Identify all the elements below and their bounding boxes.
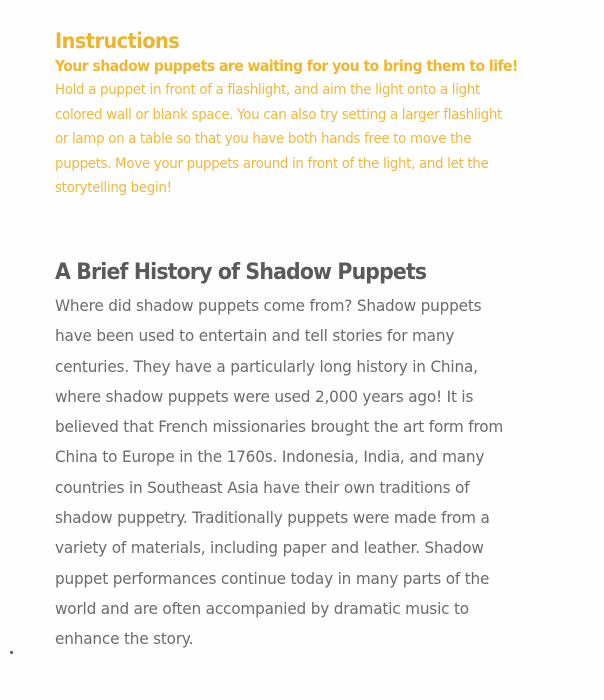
scan-speck: [10, 651, 13, 654]
history-line: enhance the story.: [55, 629, 194, 649]
history-section: [55, 258, 565, 655]
history-line: variety of materials, including paper and leather. Shadow: [55, 538, 484, 558]
history-line: where shadow puppets were used 2,000 years ago! It is: [55, 386, 474, 406]
instructions-section: [55, 28, 555, 201]
history-line: have been used to entertain and tell stories for many: [55, 326, 455, 346]
instructions-line: colored wall or blank space. You can also try setting a larger flashlight: [55, 106, 502, 123]
instructions-line: Hold a puppet in front of a flashlight, and aim the light onto a light: [55, 82, 480, 98]
history-line: believed that French missionaries brought the art form from: [55, 417, 504, 437]
history-line: world and are often accompanied by dramatic music to: [55, 598, 469, 618]
history-line: shadow puppetry. Traditionally puppets were made from a: [55, 508, 490, 528]
history-line: Where did shadow puppets come from? Shadow puppets: [55, 296, 482, 315]
instructions-paragraph: [55, 78, 555, 201]
history-heading: A Brief History of Shadow Puppets: [55, 260, 427, 285]
instructions-line: storytelling begin!: [55, 180, 172, 197]
instructions-heading: Instructions: [55, 29, 180, 53]
instructions-line: puppets. Move your puppets around in front of the light, and let the: [55, 155, 489, 172]
history-line: centuries. They have a particularly long history in China,: [55, 356, 478, 376]
instructions-line: or lamp on a table so that you have both hands free to move the: [55, 131, 472, 148]
history-line: China to Europe in the 1760s. Indonesia, India, and many: [55, 447, 485, 467]
instructions-subheading: Your shadow puppets are waiting for you to bring them to life!: [55, 57, 518, 75]
history-line: puppet performances continue today in many parts of the: [55, 568, 490, 588]
history-paragraph: [55, 291, 565, 655]
history-line: countries in Southeast Asia have their own traditions of: [55, 477, 470, 497]
